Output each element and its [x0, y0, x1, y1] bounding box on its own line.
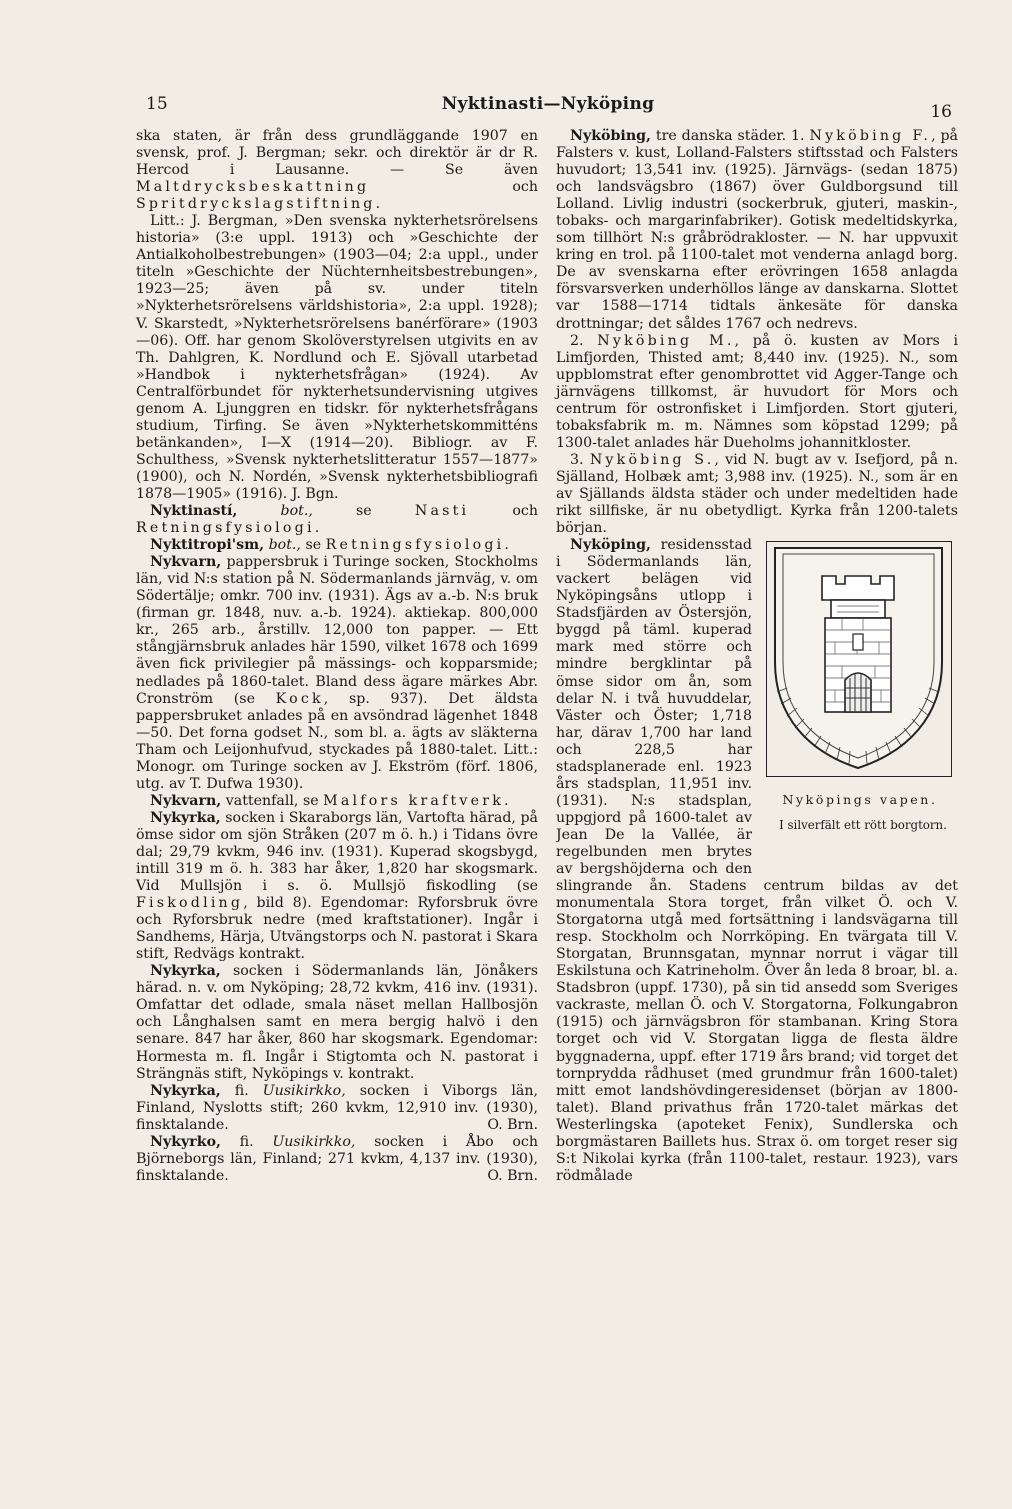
page-header: [138, 92, 958, 122]
headword: Nykyrka,: [150, 809, 221, 826]
coat-of-arms-figure: [762, 541, 958, 859]
entry-nykyrka-finland: Nykyrka, fi. Uusikirkko, socken i Viborgs län, Finland, Nyslotts stift; 260 kvkm, 12,910 inv. (1930), finsktalande. O. Brn.: [136, 1082, 538, 1133]
headword: Nykvarn,: [150, 554, 222, 571]
entry-nykterhet-continued: ska staten, är från dess grundläggande 1907 en svensk, prof. J. Bergman; sekr. och direktör är dr R. Hercod i Lausanne. — Se även Maltdrycksbeskattning och Spritdryckslagstiftning.: [136, 128, 538, 213]
cross-reference: Retningsfysiologi: [325, 537, 505, 554]
entry-nykobing-sjalland: 3. Nyköbing S., vid N. bugt av v. Isefjord, på n. Själland, Holbæk amt; 3,988 inv. (1925). N., som är en av Själlands äldsta städer och under medeltiden hade rikt sillfiske, är nu obetydligt. Kyrka från 1200-talets början.: [556, 451, 958, 537]
headword: Nyköping,: [570, 537, 651, 554]
running-title: Nyktinasti—Nyköping: [441, 94, 655, 114]
headword: Nykyrka,: [150, 963, 221, 980]
entry-nykobing: Nyköbing, tre danska städer. 1. Nyköbing F., på Falsters v. kust, Lolland-Falsters stiftsstad och Falsters huvudort; 13,541 inv. (1925). Järnvägs- (sedan 1875) och landsvägsbro (1867) över Guldborgsund till Lolland. Livlig industri (sockerbruk, gjuteri, maskin-, tobaks- och margarinfabriker). Gotisk medeltidskyrka, som tillhört N:s gråbrödrakloster. — N. har uppvuxit kring en trol. på 1100-talet mot venderna anlagd borg. De av svenskarna efter erövringen 1658 anlagda försvarsverken underhöllos länge av danskarna. Slottet var 1588—1714 tidtals änkesäte för danska drottningar; det såldes 1767 och nedrevs.: [556, 128, 958, 332]
cross-reference: Fiskodling: [136, 895, 244, 912]
cross-reference: Nasti: [414, 503, 470, 520]
cross-reference: Malfors kraftverk: [323, 792, 505, 809]
page-number-right: 16: [930, 102, 952, 122]
figure-caption-title: Nyköpings vapen.: [782, 792, 938, 808]
headword: Nykyrka,: [150, 1082, 221, 1099]
entry-nykobing-mors: 2. Nyköbing M., på ö. kusten av Mors i Limfjorden, Thisted amt; 8,440 inv. (1925). N., som uppblomstrat efter genombrottet vid Agger-Tange och järnvägens tillkomst, är huvudort för Mors och centrum för ostronfisket i Limfjorden. Stort gjuteri, tobaksfabrik m. m. Nämnes som köpstad 1299; på 1300-talet anlades här Dueholms johannitkloster.: [556, 332, 958, 451]
figure-frame: [766, 541, 952, 777]
entry-nyktinasti: Nyktinastí, bot., se Nasti och Retningsfysiologi.: [136, 503, 539, 537]
entry-nykoping: Nyköping, residensstad i Södermanlands län, vackert belägen vid Nyköpingsåns utlopp i Stadsfjärden av Östersjön, byggd på täml. kuperad mark med större och mindre bergklintar på ömse sidor om ån, som delar N. i två huvuddelar, Väster och Öster; 1,718 har, därav 1,700 har land och 228,5 har stadsplanerade enl. 1923 års stadsplan, 11,951 inv. (1931). N:s stadsplan, uppgjord på 1600-talet av Jean De la Vallée, är regelbunden men brytes av bergshöjderna och den slingrande ån. Stadens centrum bildas av det monumentala Stora torget, från vilket Ö. och V. Storgatorna utgå med fortsättning i landsvägarna till resp. Stockholm och Norrköping. En tvärgata till V. Storgatan, Brunnsgatan, mynnar norrut i vägar till Eskilstuna och Katrineholm. Över ån leda 8 broar, bl. a. Stadsbron (uppf. 1730), på sin tid ansedd som Sveriges vackraste, mellan Ö. och V. Storgatorna, Folkungabron (1915) och järnvägsbron för stambanan. Kring Stora torget och vid V. Storgatan ligga de flesta äldre byggnaderna, uppf. efter 1719 års brand; vid torget det tornprydda rådhuset (med grundmur från 1600-talet) mitt emot landshövdingeresidenset (början av 1800-talet). Bland privathus från 1720-talet märkas det Westerlingska (apoteket Fenix), Sundlerska och borgmästaren Baillets hus. Strax ö. om torget reser sig S:t Nikolai kyrka (från 1100-talet, restaur. 1923), vars rödmålade: [556, 537, 958, 1184]
right-column: [556, 128, 958, 1185]
entry-nyktitropism: Nyktitropi'sm, bot., se Retningsfysiologi.: [150, 537, 509, 554]
signature: J. Bgn.: [291, 485, 339, 502]
entry-nykvarn-pappersbruk: Nykvarn, pappersbruk i Turinge socken, Stockholms län, vid N:s station på N. Södermanlands järnväg, v. om Södertälje; omkr. 700 inv. (1931). Ägs av a.-b. N:s bruk (firman gr. 1848, nuv. a.-b. 1924). aktiekap. 800,000 kr., 265 arb., årstillv. 12,000 ton papper. — Ett stångjärnsbruk anlades här 1590, vilket 1678 och 1699 även fick privilegier på mässings- och kopparsmide; nedlades på 1860-talet. Bland dess ägare märkes Abr. Cronström (se Kock, sp. 937). Det äldsta pappersbruket anlades på en avsöndrad lägenhet 1848—50. Det forna godset N., som bl. a. ägts av släkterna Tham och Leijonhufvud, styckades på 1880-talet. Litt.: Monogr. om Turinge socken av J. Ekström (förf. 1806, utg. av T. Dufwa 1930).: [136, 554, 538, 792]
headword: Nykvarn,: [150, 792, 222, 809]
entry-nykyrko: Nykyrko, fi. Uusikirkko, socken i Åbo och Björneborgs län, Finland; 271 kvkm, 4,137 inv. (1930), finsktalande. O. Brn.: [136, 1133, 538, 1184]
literature-paragraph: Litt.: J. Bergman, »Den svenska nykterhetsrörelsens historia» (3:e uppl. 1913) och »Geschichte der Antialkoholbestrebungen» (1903—04; 2:a uppl., under titeln »Geschichte der Nüchternheitsbestrebungen», 1923—25; även på sv. under titeln »Nykterhetsrörelsens världshistoria», 2:a uppl. 1928); V. Skarstedt, »Nykterhetsrörelsens banérförare» (1903—06). Off. har genom Skolöverstyrelsen utgivits en av Th. Dahlgren, K. Nordlund och E. Sjövall utarbetad »Handbok i nykterhetsfrågan» (1924). Av Centralförbundet för nykterhetsundervisning utgives genom A. Ljunggren en tidskr. för nykterhetsfrågans studium, Tirfing. Se även »Nykterhetskommitténs betänkanden», I—X (1914—20). Bibliogr. av F. Schulthess, »Svensk nykterhetslitteratur 1557—1877» (1900), och N. Nordén, »Svensk nykterhetsbibliografi 1878—1905» (1916). J. Bgn.: [136, 213, 538, 502]
cross-reference: Retningsfysiologi: [136, 520, 315, 537]
left-column: [136, 128, 538, 1185]
headword: Nyktitropi'sm,: [150, 537, 265, 554]
page-number-left: 15: [146, 94, 168, 114]
headword: Nyktinastí,: [150, 503, 238, 520]
entry-nykyrka-skaraborg: Nykyrka, socken i Skaraborgs län, Vartofta härad, på ömse sidor om sjön Stråken (207 m ö. h.) i Tidans övre dal; 29,79 kvkm, 946 inv. (1931). Kuperad skogsbygd, intill 319 m ö. h. 383 har åker, 1,820 har skogsmark. Vid Mullsjön i s. ö. Mullsjö fiskodling (se Fiskodling, bild 8). Egendomar: Ryforsbruk övre och Ryforsbruk nedre (med kraftstationer). Ingår i Sandhems, Härja, Utvängstorps och N. pastorat i Skara stift, Redvägs kontrakt.: [136, 809, 538, 963]
signature: O. Brn.: [487, 1167, 538, 1184]
headword: Nykyrko,: [150, 1133, 221, 1150]
entry-nykyrka-sodermanland: Nykyrka, socken i Södermanlands län, Jönåkers härad. n. v. om Nyköping; 28,72 kvkm, 416 inv. (1931). Omfattar det odlade, smala näset mellan Hallbosjön och Långhalsen samt en mera bergig halvö i den senare. 847 har åker, 860 har skogsmark. Egendomar: Hormesta m. fl. Ingår i Stigtomta och N. pastorat i Strängnäs stift, Nyköpings v. kontrakt.: [136, 963, 538, 1082]
signature: O. Brn.: [487, 1116, 538, 1133]
entry-nykoping-block: [556, 537, 958, 1185]
nykoping-coat-of-arms-image: [767, 542, 950, 775]
headword: Nyköbing,: [570, 128, 651, 144]
entry-nykvarn-vattenfall: Nykvarn, vattenfall, se Malfors kraftverk.: [150, 792, 509, 809]
figure-caption-text: I silverfält ett rött borgtorn.: [779, 818, 947, 833]
cross-reference: Kock: [275, 690, 324, 707]
